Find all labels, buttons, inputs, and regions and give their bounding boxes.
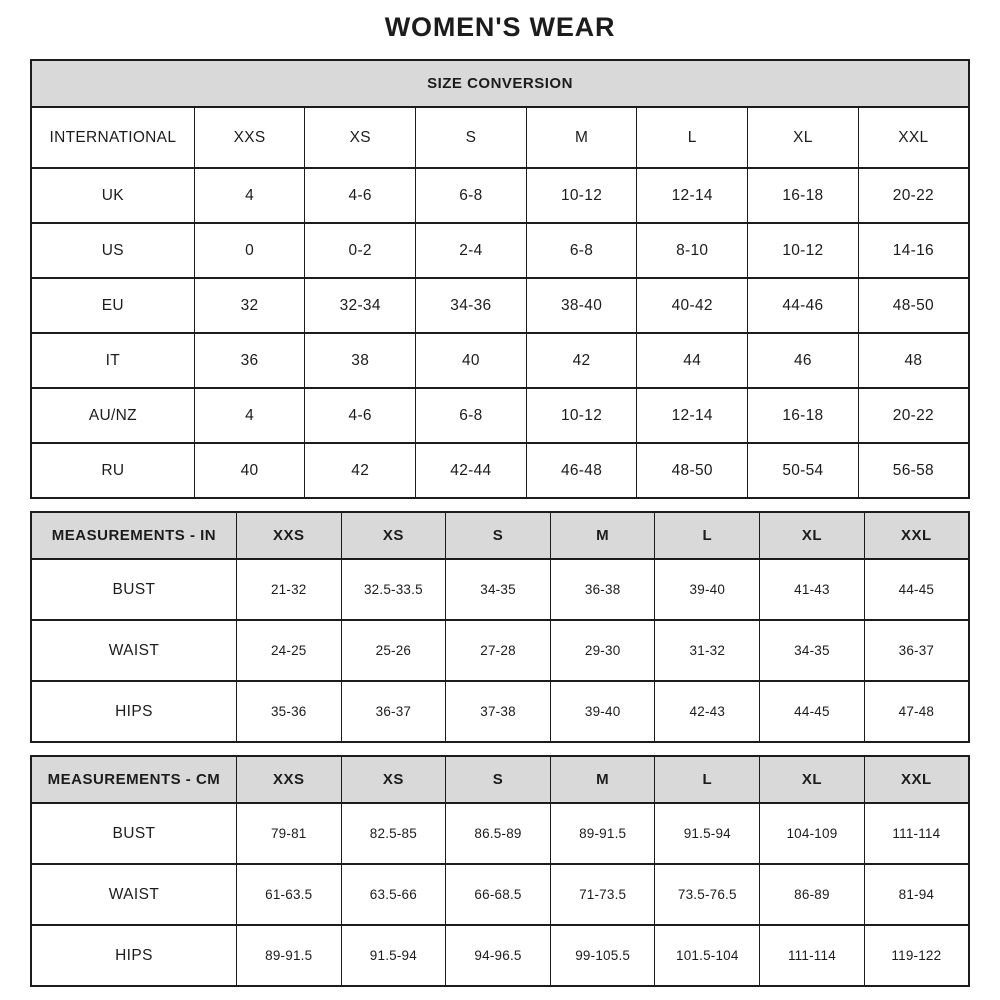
table-row <box>31 333 969 388</box>
column-header: M <box>550 512 655 559</box>
table-row <box>31 681 969 742</box>
table-cell: 46 <box>748 333 859 388</box>
table-cell: 27-28 <box>446 620 551 681</box>
table-cell: 14-16 <box>858 223 969 278</box>
table-cell: 21-32 <box>236 559 341 620</box>
table-cell: 48 <box>858 333 969 388</box>
column-header: XL <box>760 512 865 559</box>
table-cell: 10-12 <box>526 388 637 443</box>
table-cell: 47-48 <box>864 681 969 742</box>
table-cell: 36-37 <box>341 681 446 742</box>
size-conversion-header: SIZE CONVERSION <box>31 60 969 107</box>
table-cell: 36-38 <box>550 559 655 620</box>
table-cell: 44 <box>637 333 748 388</box>
row-label: BUST <box>31 803 236 864</box>
table-cell: 39-40 <box>655 559 760 620</box>
table-cell: 73.5-76.5 <box>655 864 760 925</box>
table-cell: XXL <box>858 107 969 168</box>
table-row <box>31 620 969 681</box>
table-cell: 0-2 <box>305 223 416 278</box>
table-cell: 101.5-104 <box>655 925 760 986</box>
table-cell: XS <box>305 107 416 168</box>
column-header: M <box>550 756 655 803</box>
table-row <box>31 388 969 443</box>
table-cell: 63.5-66 <box>341 864 446 925</box>
table-cell: 35-36 <box>236 681 341 742</box>
table-cell: 34-36 <box>416 278 527 333</box>
table-cell: 6-8 <box>416 168 527 223</box>
table-cell: 25-26 <box>341 620 446 681</box>
table-cell: 91.5-94 <box>341 925 446 986</box>
table-cell: 4 <box>194 388 305 443</box>
table-band-row <box>31 60 969 107</box>
column-header: S <box>446 756 551 803</box>
column-header: XXS <box>236 512 341 559</box>
row-label: HIPS <box>31 681 236 742</box>
table-cell: 81-94 <box>864 864 969 925</box>
table-row <box>31 925 969 986</box>
table-cell: 86.5-89 <box>446 803 551 864</box>
measurements-cm-table <box>30 755 970 987</box>
table-cell: 44-46 <box>748 278 859 333</box>
table-cell: 42 <box>305 443 416 498</box>
table-cell: 32 <box>194 278 305 333</box>
table-cell: 2-4 <box>416 223 527 278</box>
table-cell: XXS <box>194 107 305 168</box>
table-row <box>31 443 969 498</box>
table-row <box>31 168 969 223</box>
table-row <box>31 223 969 278</box>
column-header: XXL <box>864 512 969 559</box>
column-header: XS <box>341 756 446 803</box>
table-cell: 0 <box>194 223 305 278</box>
table-cell: 37-38 <box>446 681 551 742</box>
table-cell: 91.5-94 <box>655 803 760 864</box>
table-cell: 56-58 <box>858 443 969 498</box>
size-conversion-table <box>30 59 970 499</box>
table-row <box>31 107 969 168</box>
table-cell: 119-122 <box>864 925 969 986</box>
table-cell: 39-40 <box>550 681 655 742</box>
table-cell: 48-50 <box>637 443 748 498</box>
table-cell: 104-109 <box>760 803 865 864</box>
table-cell: 10-12 <box>748 223 859 278</box>
row-label: US <box>31 223 194 278</box>
table-title: MEASUREMENTS - CM <box>31 756 236 803</box>
table-cell: 34-35 <box>446 559 551 620</box>
table-cell: 40-42 <box>637 278 748 333</box>
column-header: XXS <box>236 756 341 803</box>
table-cell: 6-8 <box>526 223 637 278</box>
table-cell: 31-32 <box>655 620 760 681</box>
table-cell: 99-105.5 <box>550 925 655 986</box>
table-cell: 42-44 <box>416 443 527 498</box>
table-cell: 41-43 <box>760 559 865 620</box>
table-title: MEASUREMENTS - IN <box>31 512 236 559</box>
table-cell: 8-10 <box>637 223 748 278</box>
table-cell: 29-30 <box>550 620 655 681</box>
table-cell: 48-50 <box>858 278 969 333</box>
row-label: HIPS <box>31 925 236 986</box>
table-cell: 66-68.5 <box>446 864 551 925</box>
page-title: WOMEN'S WEAR <box>384 12 616 42</box>
row-label: WAIST <box>31 620 236 681</box>
table-cell: 16-18 <box>748 168 859 223</box>
column-header: XL <box>760 756 865 803</box>
row-label: WAIST <box>31 864 236 925</box>
row-label: RU <box>31 443 194 498</box>
header-row <box>31 756 969 803</box>
table-cell: 40 <box>194 443 305 498</box>
table-cell: 46-48 <box>526 443 637 498</box>
column-header: S <box>446 512 551 559</box>
table-cell: 20-22 <box>858 168 969 223</box>
table-cell: 4-6 <box>305 388 416 443</box>
row-label: BUST <box>31 559 236 620</box>
table-cell: S <box>416 107 527 168</box>
table-cell: 6-8 <box>416 388 527 443</box>
table-cell: 61-63.5 <box>236 864 341 925</box>
table-cell: 34-35 <box>760 620 865 681</box>
table-cell: 82.5-85 <box>341 803 446 864</box>
column-header: XS <box>341 512 446 559</box>
table-cell: 71-73.5 <box>550 864 655 925</box>
table-row <box>31 278 969 333</box>
table-cell: 20-22 <box>858 388 969 443</box>
row-label: INTERNATIONAL <box>31 107 194 168</box>
table-cell: 42-43 <box>655 681 760 742</box>
table-cell: 86-89 <box>760 864 865 925</box>
table-cell: 24-25 <box>236 620 341 681</box>
table-cell: M <box>526 107 637 168</box>
table-cell: 4-6 <box>305 168 416 223</box>
table-cell: 38 <box>305 333 416 388</box>
table-cell: 4 <box>194 168 305 223</box>
row-label: EU <box>31 278 194 333</box>
table-cell: 89-91.5 <box>550 803 655 864</box>
table-cell: 89-91.5 <box>236 925 341 986</box>
table-cell: 16-18 <box>748 388 859 443</box>
table-cell: 111-114 <box>760 925 865 986</box>
table-cell: 36 <box>194 333 305 388</box>
table-cell: 10-12 <box>526 168 637 223</box>
table-cell: 32.5-33.5 <box>341 559 446 620</box>
table-cell: 79-81 <box>236 803 341 864</box>
table-cell: 38-40 <box>526 278 637 333</box>
table-cell: 36-37 <box>864 620 969 681</box>
table-cell: 32-34 <box>305 278 416 333</box>
table-cell: 42 <box>526 333 637 388</box>
measurements-in-table <box>30 511 970 743</box>
table-cell: 12-14 <box>637 388 748 443</box>
table-cell: XL <box>748 107 859 168</box>
table-cell: 44-45 <box>864 559 969 620</box>
table-cell: 44-45 <box>760 681 865 742</box>
column-header: L <box>655 756 760 803</box>
column-header: L <box>655 512 760 559</box>
table-cell: 111-114 <box>864 803 969 864</box>
table-row <box>31 803 969 864</box>
table-cell: 40 <box>416 333 527 388</box>
row-label: IT <box>31 333 194 388</box>
column-header: XXL <box>864 756 969 803</box>
table-cell: 94-96.5 <box>446 925 551 986</box>
table-row <box>31 559 969 620</box>
table-row <box>31 864 969 925</box>
table-cell: 50-54 <box>748 443 859 498</box>
table-cell: 12-14 <box>637 168 748 223</box>
table-cell: L <box>637 107 748 168</box>
header-row <box>31 512 969 559</box>
row-label: AU/NZ <box>31 388 194 443</box>
row-label: UK <box>31 168 194 223</box>
